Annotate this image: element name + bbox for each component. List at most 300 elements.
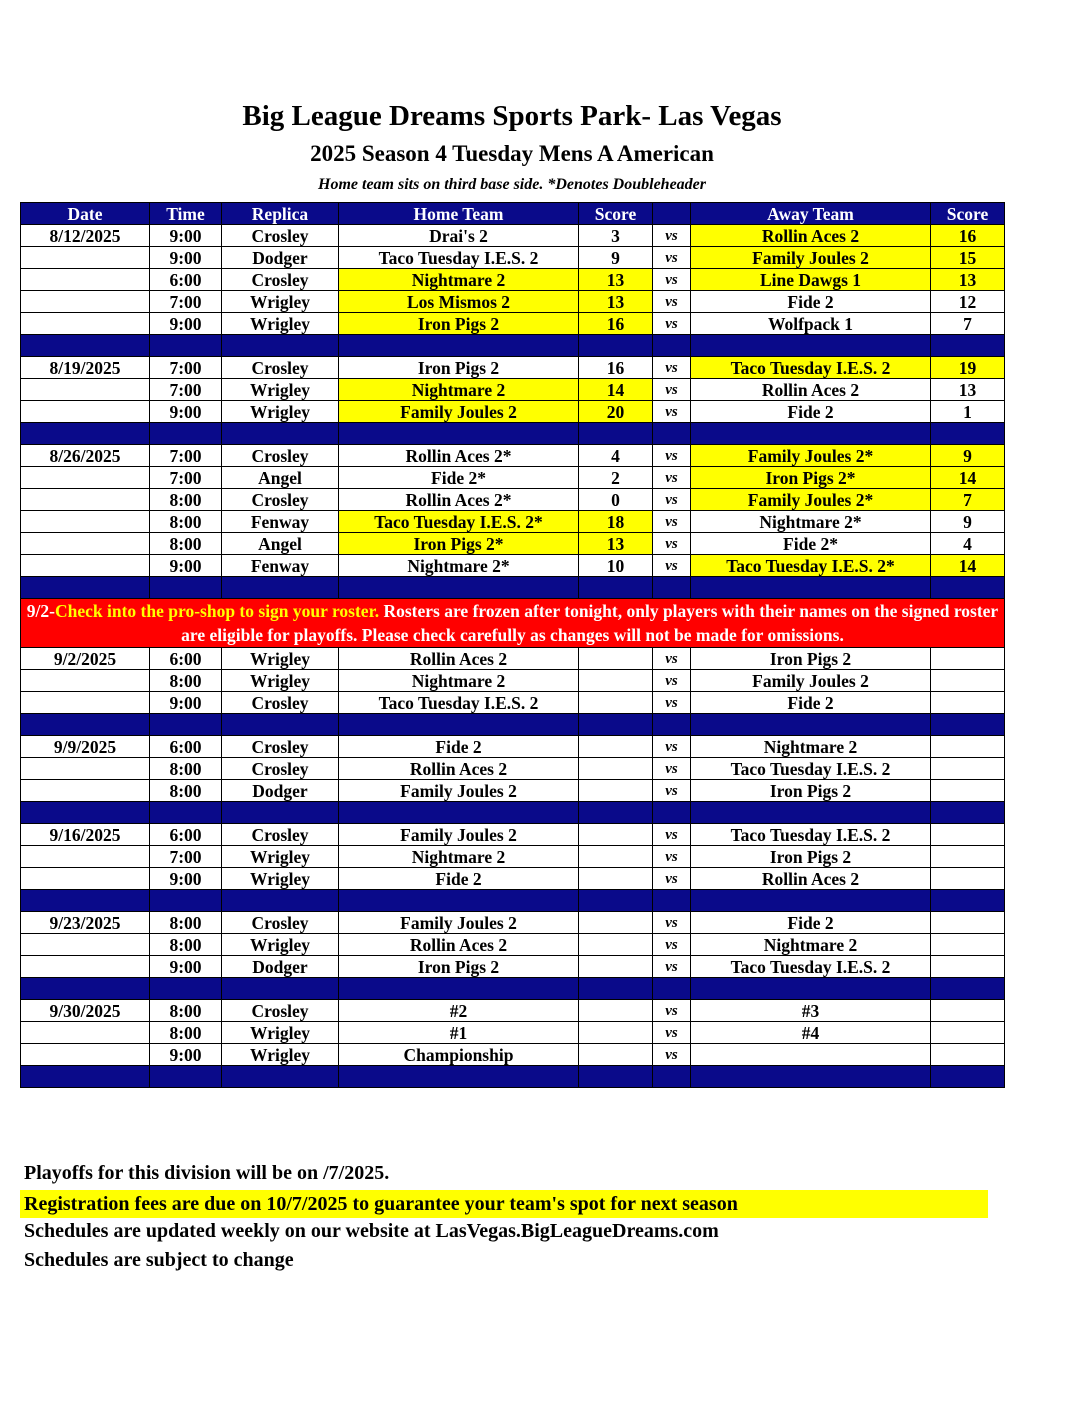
home-team-cell: Family Joules 2: [339, 824, 579, 846]
col-date-header: Date: [21, 203, 150, 225]
home-team-cell: Nightmare 2: [339, 846, 579, 868]
away-score-cell: 9: [931, 445, 1005, 467]
away-score-cell: 12: [931, 291, 1005, 313]
vs-cell: vs: [653, 758, 691, 780]
away-team-cell: Wolfpack 1: [691, 313, 931, 335]
separator-cell: [931, 802, 1005, 824]
time-cell: 7:00: [150, 291, 222, 313]
home-score-cell: [579, 912, 653, 934]
away-score-cell: [931, 956, 1005, 978]
table-row: [21, 736, 1005, 758]
replica-cell: Crosley: [222, 445, 339, 467]
away-team-cell: Fide 2: [691, 401, 931, 423]
change-note: Schedules are subject to change: [24, 1249, 294, 1271]
vs-cell: vs: [653, 533, 691, 555]
separator-row: [21, 714, 1005, 736]
home-score-cell: 3: [579, 225, 653, 247]
time-cell: 9:00: [150, 247, 222, 269]
away-score-cell: [931, 1044, 1005, 1066]
time-cell: 8:00: [150, 489, 222, 511]
replica-cell: Dodger: [222, 956, 339, 978]
replica-cell: Crosley: [222, 912, 339, 934]
home-team-cell: Iron Pigs 2: [339, 357, 579, 379]
separator-cell: [21, 577, 150, 599]
table-header-row: [21, 203, 1005, 225]
date-cell: [21, 379, 150, 401]
date-cell: [21, 780, 150, 802]
separator-cell: [339, 890, 579, 912]
separator-row: [21, 802, 1005, 824]
date-cell: [21, 868, 150, 890]
away-score-cell: 14: [931, 467, 1005, 489]
home-score-cell: [579, 780, 653, 802]
away-score-cell: 14: [931, 555, 1005, 577]
away-score-cell: 16: [931, 225, 1005, 247]
separator-row: [21, 978, 1005, 1000]
table-row: [21, 445, 1005, 467]
separator-cell: [653, 802, 691, 824]
separator-cell: [150, 802, 222, 824]
date-cell: [21, 1044, 150, 1066]
notice-body: Rosters are frozen after tonight, only players with their names on the signed roster are eligible for playoffs. Please check carefully as changes will not be made for omissions.: [181, 601, 999, 645]
separator-cell: [150, 714, 222, 736]
away-score-cell: [931, 692, 1005, 714]
away-team-cell: Family Joules 2: [691, 670, 931, 692]
home-team-cell: Fide 2: [339, 868, 579, 890]
separator-cell: [653, 978, 691, 1000]
away-score-cell: 7: [931, 489, 1005, 511]
separator-cell: [339, 577, 579, 599]
home-score-cell: 14: [579, 379, 653, 401]
vs-cell: vs: [653, 291, 691, 313]
away-score-cell: 1: [931, 401, 1005, 423]
date-cell: 8/19/2025: [21, 357, 150, 379]
away-score-cell: [931, 648, 1005, 670]
separator-row: [21, 577, 1005, 599]
separator-cell: [222, 335, 339, 357]
vs-cell: vs: [653, 648, 691, 670]
time-cell: 7:00: [150, 357, 222, 379]
time-cell: 8:00: [150, 780, 222, 802]
away-team-cell: Taco Tuesday I.E.S. 2: [691, 956, 931, 978]
home-team-cell: Iron Pigs 2: [339, 313, 579, 335]
separator-cell: [579, 335, 653, 357]
separator-cell: [579, 577, 653, 599]
vs-cell: vs: [653, 912, 691, 934]
date-cell: [21, 692, 150, 714]
home-team-cell: Nightmare 2*: [339, 555, 579, 577]
replica-cell: Wrigley: [222, 846, 339, 868]
away-team-cell: #4: [691, 1022, 931, 1044]
away-score-cell: [931, 1022, 1005, 1044]
home-score-cell: 13: [579, 291, 653, 313]
separator-cell: [691, 978, 931, 1000]
table-row: [21, 648, 1005, 670]
away-team-cell: Taco Tuesday I.E.S. 2: [691, 824, 931, 846]
away-team-cell: Fide 2: [691, 912, 931, 934]
replica-cell: Wrigley: [222, 648, 339, 670]
vs-cell: vs: [653, 780, 691, 802]
table-row: [21, 670, 1005, 692]
date-cell: 9/23/2025: [21, 912, 150, 934]
away-score-cell: [931, 912, 1005, 934]
home-score-cell: 4: [579, 445, 653, 467]
away-team-cell: Iron Pigs 2*: [691, 467, 931, 489]
home-team-cell: Drai's 2: [339, 225, 579, 247]
table-row: [21, 291, 1005, 313]
time-cell: 6:00: [150, 648, 222, 670]
home-score-cell: 18: [579, 511, 653, 533]
table-row: [21, 934, 1005, 956]
home-score-cell: [579, 758, 653, 780]
away-team-cell: Iron Pigs 2: [691, 780, 931, 802]
vs-cell: vs: [653, 956, 691, 978]
separator-cell: [653, 1066, 691, 1088]
table-row: [21, 379, 1005, 401]
separator-cell: [150, 978, 222, 1000]
home-team-cell: Nightmare 2: [339, 379, 579, 401]
vs-cell: vs: [653, 313, 691, 335]
vs-cell: vs: [653, 934, 691, 956]
table-row: [21, 247, 1005, 269]
time-cell: 8:00: [150, 1022, 222, 1044]
separator-cell: [931, 978, 1005, 1000]
home-score-cell: [579, 1044, 653, 1066]
date-cell: 9/16/2025: [21, 824, 150, 846]
home-team-cell: Los Mismos 2: [339, 291, 579, 313]
home-score-cell: 10: [579, 555, 653, 577]
vs-cell: vs: [653, 736, 691, 758]
date-cell: [21, 401, 150, 423]
separator-cell: [653, 423, 691, 445]
away-score-cell: [931, 934, 1005, 956]
away-score-cell: [931, 758, 1005, 780]
time-cell: 8:00: [150, 533, 222, 555]
away-team-cell: Iron Pigs 2: [691, 846, 931, 868]
away-score-cell: [931, 736, 1005, 758]
replica-cell: Dodger: [222, 780, 339, 802]
replica-cell: Wrigley: [222, 670, 339, 692]
separator-row: [21, 1066, 1005, 1088]
col-home-team-header: Home Team: [339, 203, 579, 225]
table-row: [21, 780, 1005, 802]
table-row: [21, 868, 1005, 890]
date-cell: [21, 511, 150, 533]
replica-cell: Fenway: [222, 555, 339, 577]
time-cell: 9:00: [150, 868, 222, 890]
date-cell: [21, 934, 150, 956]
time-cell: 9:00: [150, 1044, 222, 1066]
date-cell: 9/30/2025: [21, 1000, 150, 1022]
home-score-cell: 2: [579, 467, 653, 489]
separator-cell: [222, 978, 339, 1000]
vs-cell: vs: [653, 269, 691, 291]
vs-cell: vs: [653, 225, 691, 247]
table-row: [21, 956, 1005, 978]
replica-cell: Crosley: [222, 824, 339, 846]
separator-cell: [222, 577, 339, 599]
home-team-cell: Taco Tuesday I.E.S. 2: [339, 692, 579, 714]
separator-cell: [222, 714, 339, 736]
away-score-cell: [931, 1000, 1005, 1022]
separator-cell: [222, 1066, 339, 1088]
away-team-cell: Iron Pigs 2: [691, 648, 931, 670]
col-time-header: Time: [150, 203, 222, 225]
date-cell: [21, 467, 150, 489]
replica-cell: Dodger: [222, 247, 339, 269]
away-score-cell: 7: [931, 313, 1005, 335]
replica-cell: Crosley: [222, 758, 339, 780]
replica-cell: Wrigley: [222, 868, 339, 890]
away-team-cell: Rollin Aces 2: [691, 868, 931, 890]
home-team-cell: Taco Tuesday I.E.S. 2: [339, 247, 579, 269]
separator-cell: [653, 714, 691, 736]
home-team-cell: Taco Tuesday I.E.S. 2*: [339, 511, 579, 533]
separator-cell: [150, 890, 222, 912]
header-note: Home team sits on third base side. *Denotes Doubleheader: [318, 176, 706, 193]
separator-cell: [339, 335, 579, 357]
replica-cell: Fenway: [222, 511, 339, 533]
replica-cell: Crosley: [222, 269, 339, 291]
table-row: [21, 846, 1005, 868]
away-score-cell: 15: [931, 247, 1005, 269]
notice-highlight: Check into the pro-shop to sign your roster.: [55, 601, 380, 621]
home-score-cell: [579, 824, 653, 846]
separator-cell: [339, 978, 579, 1000]
separator-cell: [691, 1066, 931, 1088]
home-team-cell: Championship: [339, 1044, 579, 1066]
vs-cell: vs: [653, 868, 691, 890]
away-team-cell: Nightmare 2: [691, 736, 931, 758]
time-cell: 8:00: [150, 912, 222, 934]
home-score-cell: 20: [579, 401, 653, 423]
separator-cell: [931, 714, 1005, 736]
website-note: Schedules are updated weekly on our website at LasVegas.BigLeagueDreams.com: [24, 1220, 719, 1242]
separator-cell: [691, 714, 931, 736]
table-row: [21, 489, 1005, 511]
table-row: [21, 1000, 1005, 1022]
home-team-cell: Rollin Aces 2: [339, 648, 579, 670]
table-row: [21, 758, 1005, 780]
away-team-cell: Fide 2*: [691, 533, 931, 555]
home-score-cell: [579, 670, 653, 692]
separator-cell: [931, 577, 1005, 599]
separator-cell: [653, 577, 691, 599]
separator-cell: [579, 978, 653, 1000]
replica-cell: Angel: [222, 467, 339, 489]
home-score-cell: 16: [579, 313, 653, 335]
separator-cell: [150, 423, 222, 445]
away-team-cell: [691, 1044, 931, 1066]
time-cell: 8:00: [150, 670, 222, 692]
table-row: [21, 1022, 1005, 1044]
separator-cell: [222, 890, 339, 912]
date-cell: 9/9/2025: [21, 736, 150, 758]
away-team-cell: Rollin Aces 2: [691, 379, 931, 401]
replica-cell: Crosley: [222, 357, 339, 379]
away-score-cell: 13: [931, 379, 1005, 401]
time-cell: 9:00: [150, 313, 222, 335]
away-team-cell: Fide 2: [691, 692, 931, 714]
separator-cell: [931, 335, 1005, 357]
table-row: [21, 269, 1005, 291]
home-score-cell: [579, 934, 653, 956]
home-team-cell: #2: [339, 1000, 579, 1022]
vs-cell: vs: [653, 401, 691, 423]
vs-cell: vs: [653, 467, 691, 489]
separator-cell: [653, 890, 691, 912]
table-row: [21, 824, 1005, 846]
separator-cell: [21, 335, 150, 357]
vs-cell: vs: [653, 692, 691, 714]
date-cell: [21, 489, 150, 511]
home-score-cell: [579, 1000, 653, 1022]
separator-cell: [691, 577, 931, 599]
date-cell: [21, 846, 150, 868]
date-cell: [21, 1022, 150, 1044]
home-score-cell: 9: [579, 247, 653, 269]
date-cell: 8/12/2025: [21, 225, 150, 247]
table-row: [21, 692, 1005, 714]
registration-note: Registration fees are due on 10/7/2025 to guarantee your team's spot for next season: [20, 1190, 988, 1218]
separator-cell: [339, 423, 579, 445]
separator-cell: [579, 714, 653, 736]
separator-cell: [691, 802, 931, 824]
table-row: [21, 555, 1005, 577]
col-away-team-header: Away Team: [691, 203, 931, 225]
separator-cell: [21, 978, 150, 1000]
time-cell: 8:00: [150, 758, 222, 780]
home-team-cell: Family Joules 2: [339, 780, 579, 802]
home-team-cell: Family Joules 2: [339, 912, 579, 934]
separator-cell: [222, 802, 339, 824]
away-team-cell: Rollin Aces 2: [691, 225, 931, 247]
time-cell: 9:00: [150, 555, 222, 577]
separator-cell: [339, 802, 579, 824]
replica-cell: Crosley: [222, 225, 339, 247]
separator-cell: [222, 423, 339, 445]
date-cell: 8/26/2025: [21, 445, 150, 467]
away-team-cell: Nightmare 2*: [691, 511, 931, 533]
home-team-cell: Rollin Aces 2*: [339, 489, 579, 511]
replica-cell: Wrigley: [222, 1022, 339, 1044]
away-team-cell: Line Dawgs 1: [691, 269, 931, 291]
home-score-cell: [579, 846, 653, 868]
replica-cell: Angel: [222, 533, 339, 555]
time-cell: 6:00: [150, 736, 222, 758]
table-row: [21, 313, 1005, 335]
replica-cell: Wrigley: [222, 313, 339, 335]
away-team-cell: Family Joules 2*: [691, 445, 931, 467]
home-score-cell: 13: [579, 533, 653, 555]
home-team-cell: Rollin Aces 2: [339, 758, 579, 780]
home-team-cell: Iron Pigs 2*: [339, 533, 579, 555]
col-replica-header: Replica: [222, 203, 339, 225]
date-cell: 9/2/2025: [21, 648, 150, 670]
separator-cell: [21, 714, 150, 736]
time-cell: 8:00: [150, 511, 222, 533]
separator-row: [21, 423, 1005, 445]
col-vs-header: [653, 203, 691, 225]
home-team-cell: Fide 2: [339, 736, 579, 758]
away-team-cell: Fide 2: [691, 291, 931, 313]
date-cell: [21, 670, 150, 692]
home-team-cell: Nightmare 2: [339, 269, 579, 291]
home-team-cell: Family Joules 2: [339, 401, 579, 423]
separator-cell: [339, 714, 579, 736]
time-cell: 7:00: [150, 846, 222, 868]
away-score-cell: 13: [931, 269, 1005, 291]
date-cell: [21, 269, 150, 291]
separator-cell: [931, 890, 1005, 912]
table-row: [21, 912, 1005, 934]
away-team-cell: Taco Tuesday I.E.S. 2: [691, 758, 931, 780]
table-row: [21, 533, 1005, 555]
date-cell: [21, 533, 150, 555]
away-score-cell: [931, 868, 1005, 890]
date-cell: [21, 758, 150, 780]
away-score-cell: 4: [931, 533, 1005, 555]
away-score-cell: [931, 780, 1005, 802]
home-score-cell: [579, 956, 653, 978]
separator-cell: [691, 423, 931, 445]
vs-cell: vs: [653, 1044, 691, 1066]
home-score-cell: [579, 692, 653, 714]
separator-cell: [691, 335, 931, 357]
notice-date: 9/2-: [26, 601, 55, 621]
separator-cell: [579, 802, 653, 824]
table-row: [21, 511, 1005, 533]
vs-cell: vs: [653, 555, 691, 577]
home-team-cell: Nightmare 2: [339, 670, 579, 692]
vs-cell: vs: [653, 1000, 691, 1022]
home-score-cell: 0: [579, 489, 653, 511]
separator-row: [21, 335, 1005, 357]
replica-cell: Crosley: [222, 736, 339, 758]
home-score-cell: [579, 736, 653, 758]
vs-cell: vs: [653, 489, 691, 511]
away-score-cell: [931, 670, 1005, 692]
time-cell: 7:00: [150, 379, 222, 401]
home-team-cell: Rollin Aces 2: [339, 934, 579, 956]
home-score-cell: [579, 868, 653, 890]
home-score-cell: [579, 648, 653, 670]
away-team-cell: Nightmare 2: [691, 934, 931, 956]
vs-cell: vs: [653, 670, 691, 692]
away-score-cell: 9: [931, 511, 1005, 533]
playoffs-note: Playoffs for this division will be on /7/2025.: [24, 1162, 390, 1184]
time-cell: 9:00: [150, 956, 222, 978]
table-row: [21, 467, 1005, 489]
replica-cell: Wrigley: [222, 291, 339, 313]
col-away-score-header: Score: [931, 203, 1005, 225]
page-title: Big League Dreams Sports Park- Las Vegas: [242, 100, 782, 132]
replica-cell: Wrigley: [222, 379, 339, 401]
page-subtitle: 2025 Season 4 Tuesday Mens A American: [310, 141, 714, 166]
col-home-score-header: Score: [579, 203, 653, 225]
separator-cell: [21, 1066, 150, 1088]
time-cell: 9:00: [150, 401, 222, 423]
separator-cell: [21, 423, 150, 445]
replica-cell: Crosley: [222, 489, 339, 511]
separator-cell: [579, 890, 653, 912]
separator-cell: [653, 335, 691, 357]
separator-cell: [931, 423, 1005, 445]
date-cell: [21, 956, 150, 978]
away-score-cell: [931, 846, 1005, 868]
home-score-cell: [579, 1022, 653, 1044]
separator-row: [21, 890, 1005, 912]
